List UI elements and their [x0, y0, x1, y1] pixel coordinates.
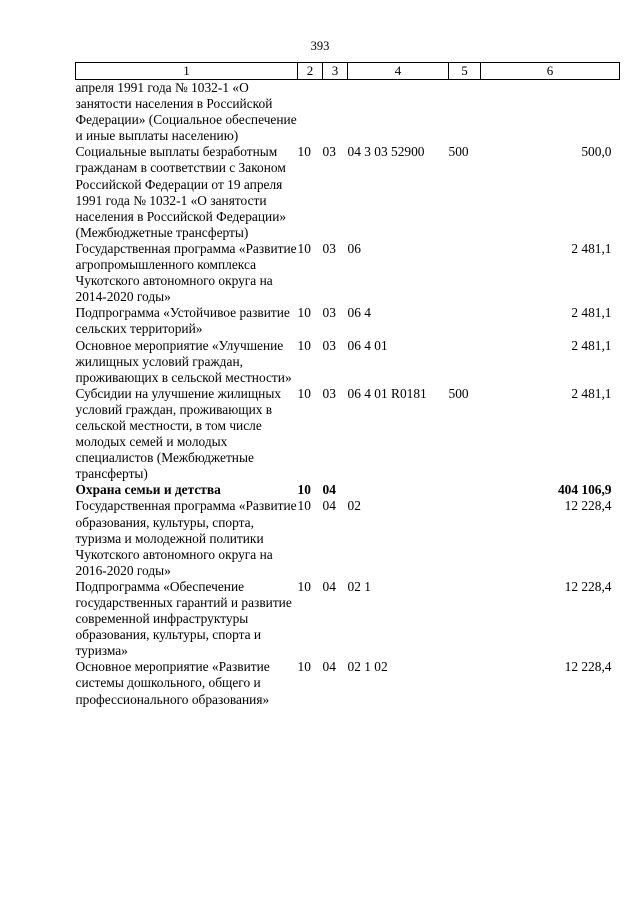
cell-target-item: 02 1 — [347, 578, 371, 594]
cell-target-item — [348, 482, 449, 498]
cell-expense-type: 500 — [448, 385, 469, 401]
cell-section — [298, 80, 323, 145]
cell-subsection: 04 — [322, 482, 336, 498]
budget-table — [75, 62, 620, 708]
column-header-amount: 6 — [481, 63, 620, 80]
cell-target-item: 02 — [347, 498, 361, 514]
cell-amount: 2 481,1 — [571, 240, 612, 256]
cell-name: Основное мероприятие «Развитие системы дошкольного, общего и профессионального образования» — [75, 659, 270, 707]
cell-name: Государственная программа «Развитие образования, культуры, спорта, туризма и молодежной политики Чукотского автономного округа на 2016-2020 годы» — [75, 498, 297, 578]
cell-name: Социальные выплаты безработным гражданам в соответствии с Законом Российской Федерации от 19 апреля 1991 года № 1032-1 «О занятости населения в Российской Федерации» (Межбюджетные трансферты) — [75, 144, 287, 240]
cell-name: Подпрограмма «Устойчивое развитие сельских территорий» — [75, 305, 290, 337]
cell-expense-type: 500 — [448, 144, 469, 160]
cell-amount: 12 228,4 — [564, 578, 612, 594]
cell-target-item: 06 4 01 R0181 — [347, 385, 427, 401]
cell-name: апреля 1991 года № 1032-1 «О занятости населения в Российской Федерации» (Социальное обеспечение и иные выплаты населению) — [75, 80, 297, 144]
cell-target-item — [348, 80, 449, 145]
cell-section: 10 — [297, 337, 311, 353]
cell-name: Субсидии на улучшение жилищных условий граждан, проживающих в сельской местности, в том числе молодых семей и молодых специалистов (Межбюджетные трансферты) — [75, 385, 282, 482]
cell-section: 10 — [297, 385, 311, 401]
cell-subsection: 03 — [322, 337, 336, 353]
cell-subsection: 04 — [322, 498, 336, 514]
table-row — [76, 498, 620, 578]
cell-amount: 2 481,1 — [571, 305, 612, 321]
cell-amount: 12 228,4 — [564, 659, 612, 675]
cell-amount: 404 106,9 — [557, 482, 612, 498]
column-header-subsection: 3 — [323, 63, 348, 80]
column-header-expense-type: 5 — [449, 63, 481, 80]
cell-section: 10 — [297, 498, 311, 514]
table-row — [76, 80, 620, 145]
cell-expense-type — [449, 659, 481, 707]
cell-expense-type — [449, 338, 481, 386]
column-header-name: 1 — [76, 63, 298, 80]
cell-amount: 2 481,1 — [571, 337, 612, 353]
table-row — [76, 659, 620, 707]
cell-amount: 2 481,1 — [571, 385, 612, 401]
cell-subsection: 04 — [322, 578, 336, 594]
cell-name: Государственная программа «Развитие агропромышленного комплекса Чукотского автономного округа на 2014-2020 годы» — [75, 240, 297, 305]
cell-expense-type — [449, 482, 481, 498]
cell-amount — [481, 80, 620, 145]
table-row — [76, 305, 620, 337]
cell-amount: 500,0 — [581, 144, 612, 160]
cell-target-item: 02 1 02 — [347, 659, 388, 675]
cell-expense-type — [449, 305, 481, 337]
cell-target-item: 06 4 01 — [347, 337, 388, 353]
page-number: 393 — [310, 39, 330, 53]
cell-section: 10 — [297, 305, 311, 321]
cell-section: 10 — [297, 659, 311, 675]
cell-subsection: 03 — [322, 144, 336, 160]
cell-name: Основное мероприятие «Улучшение жилищных условий граждан, проживающих в сельской местности» — [75, 337, 292, 385]
table-row — [76, 144, 620, 241]
cell-subsection: 03 — [322, 305, 336, 321]
table-row — [76, 579, 620, 659]
table-row — [76, 338, 620, 386]
cell-section: 10 — [297, 578, 311, 594]
cell-target-item: 06 — [347, 240, 361, 256]
cell-target-item: 04 3 03 52900 — [347, 144, 425, 160]
cell-subsection: 03 — [322, 385, 336, 401]
cell-section: 10 — [297, 144, 311, 160]
header-row — [76, 63, 620, 80]
cell-expense-type — [449, 80, 481, 145]
column-header-target-item: 4 — [348, 63, 449, 80]
cell-amount: 12 228,4 — [564, 498, 612, 514]
table-row — [76, 241, 620, 305]
cell-name: Охрана семьи и детства — [75, 482, 221, 498]
column-header-section: 2 — [298, 63, 323, 80]
cell-subsection — [323, 80, 348, 145]
cell-section: 10 — [297, 240, 311, 256]
table-row — [76, 386, 620, 483]
cell-target-item: 06 4 — [347, 305, 371, 321]
cell-subsection: 03 — [322, 240, 336, 256]
cell-name: Подпрограмма «Обеспечение государственных гарантий и развитие современной инфраструктуры образования, культуры, спорта и туризма» — [75, 578, 292, 659]
cell-subsection: 04 — [322, 659, 336, 675]
cell-expense-type — [449, 579, 481, 659]
table-row — [76, 482, 620, 498]
cell-expense-type — [449, 498, 481, 578]
cell-expense-type — [449, 241, 481, 305]
cell-section: 10 — [297, 482, 311, 498]
